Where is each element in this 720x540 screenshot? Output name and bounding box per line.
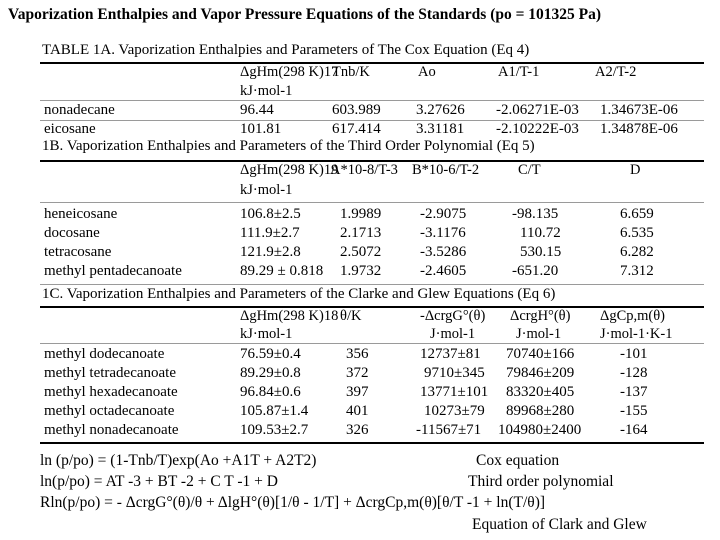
table-cell: 1.9989 [340,206,382,222]
col-header-1c-cp-unit: J·mol-1·K-1 [600,326,673,342]
table-cell: 372 [346,365,369,381]
table-cell: -155 [620,403,648,419]
table-row-1b-2-name: tetracosane [44,244,112,260]
data-table [40,40,704,444]
col-header-1c-unit: kJ·mol-1 [240,326,293,342]
table-cell: 96.84±0.6 [240,384,301,400]
table-cell: 101.81 [240,121,282,137]
table-row-1a-0-name: nonadecane [44,102,115,118]
table-1c-caption: 1C. Vaporization Enthalpies and Parameters of the Clarke and Glew Equations (Eq 6) [42,286,556,302]
table-row-1b-3-name: methyl pentadecanoate [44,263,182,279]
table-cell: 617.414 [332,121,381,137]
table-row-1b-0-name: heneicosane [44,206,118,222]
table-cell: -137 [620,384,648,400]
table-cell: -2.9075 [420,206,467,222]
table-row-1b-1-name: docosane [44,225,100,241]
table-cell: 10273±79 [424,403,485,419]
col-header-1c-theta: θ/K [340,308,362,324]
table-cell: 326 [346,422,369,438]
equation-clarke-glew-label: Equation of Clark and Glew [472,516,647,533]
table-row-1c-2-name: methyl hexadecanoate [44,384,178,400]
table-cell: -128 [620,365,648,381]
table-cell: -11567±71 [416,422,482,438]
table-1b-caption: 1B. Vaporization Enthalpies and Parameters of the Third Order Polynomial (Eq 5) [42,138,535,154]
table-cell: 12737±81 [420,346,481,362]
table-row-1c-4-name: methyl nonadecanoate [44,422,179,438]
table-cell: -3.1176 [420,225,466,241]
table-cell: -2.4605 [420,263,467,279]
col-header-1c-h-unit: J·mol-1 [516,326,562,342]
col-header-1b-b: B*10-6/T-2 [412,162,480,178]
col-header-1c-g: -ΔcrgG°(θ) [420,308,486,324]
equation-cox: ln (p/po) = (1-Tnb/T)exp(Ao +A1T + A2T2) [40,452,317,469]
table-cell: 105.87±1.4 [240,403,309,419]
col-header-1a-a2: A2/T-2 [595,64,637,80]
table-cell: 121.9±2.8 [240,244,301,260]
table-cell: -98.135 [512,206,559,222]
table-1a-caption: TABLE 1A. Vaporization Enthalpies and Parameters of The Cox Equation (Eq 4) [42,42,530,58]
table-cell: 397 [346,384,369,400]
table-cell: 2.1713 [340,225,382,241]
rule [40,100,704,101]
col-header-1b-a: A*10-8/T-3 [330,162,398,178]
equation-cox-label: Cox equation [476,452,560,469]
table-cell: 83320±405 [506,384,575,400]
col-header-1c-cp: ΔgCp,m(θ) [600,308,666,324]
table-cell: 6.659 [620,206,654,222]
table-cell: 603.989 [332,102,381,118]
table-cell: -164 [620,422,648,438]
rule [40,202,704,203]
table-cell: 1.34878E-06 [600,121,678,137]
table-cell: -651.20 [512,263,559,279]
col-header-1b-dh: ΔgHm(298 K)19 [240,162,339,178]
table-cell: 401 [346,403,369,419]
table-cell: 104980±2400 [498,422,582,438]
equation-polynomial: ln(p/po) = AT -3 + BT -2 + C T -1 + D [40,473,278,490]
col-header-1a-dh: ΔgHm(298 K)17 [240,64,339,80]
rule [40,284,704,285]
table-cell: 89.29 ± 0.818 [240,263,324,279]
table-row-1c-0-name: methyl dodecanoate [44,346,165,362]
table-row-1c-3-name: methyl octadecanoate [44,403,175,419]
table-cell: 356 [346,346,369,362]
table-cell: -3.5286 [420,244,467,260]
table-cell: 6.282 [620,244,654,260]
table-cell: 89968±280 [506,403,575,419]
table-cell: 106.8±2.5 [240,206,301,222]
col-header-1a-unit: kJ·mol-1 [240,83,293,99]
table-row-1a-1-name: eicosane [44,121,96,137]
table-cell: 13771±101 [420,384,489,400]
table-cell: -101 [620,346,648,362]
col-header-1b-d: D [630,162,641,178]
table-cell: 3.31181 [416,121,465,137]
table-cell: 70740±166 [506,346,575,362]
col-header-1c-dh: ΔgHm(298 K)18 [240,308,339,324]
col-header-1a-a1: A1/T-1 [498,64,540,80]
equation-polynomial-label: Third order polynomial [468,473,614,490]
col-header-1b-unit: kJ·mol-1 [240,182,293,198]
col-header-1a-ao: Ao [418,64,436,80]
rule [40,343,704,344]
table-cell: 530.15 [520,244,562,260]
slide-title: Vaporization Enthalpies and Vapor Pressure Equations of the Standards (po = 101325 Pa) [8,6,602,23]
col-header-1b-c: C/T [518,162,541,178]
table-cell: 2.5072 [340,244,382,260]
table-cell: 79846±209 [506,365,575,381]
table-cell: 7.312 [620,263,654,279]
table-cell: 1.9732 [340,263,382,279]
table-cell: 76.59±0.4 [240,346,301,362]
table-cell: 89.29±0.8 [240,365,301,381]
table-row-1c-1-name: methyl tetradecanoate [44,365,177,381]
table-cell: 111.9±2.7 [240,225,300,241]
table-cell: -2.10222E-03 [496,121,579,137]
table-cell: 9710±345 [424,365,485,381]
table-cell: 1.34673E-06 [600,102,678,118]
col-header-1c-g-unit: J·mol-1 [430,326,476,342]
table-cell: 96.44 [240,102,274,118]
table-cell: 3.27626 [416,102,465,118]
equation-clarke-glew: Rln(p/po) = - ΔcrgG°(θ)/θ + ΔlgH°(θ)[1/θ - 1/T] + ΔcrgCp,m(θ)[θ/T -1 + ln(T/θ)] [40,494,546,511]
col-header-1a-tnb: Tnb/K [332,64,370,80]
table-cell: 6.535 [620,225,654,241]
col-header-1c-h: ΔcrgH°(θ) [510,308,571,324]
table-cell: -2.06271E-03 [496,102,579,118]
table-cell: 109.53±2.7 [240,422,309,438]
rule [40,442,704,444]
table-cell: 110.72 [520,225,561,241]
